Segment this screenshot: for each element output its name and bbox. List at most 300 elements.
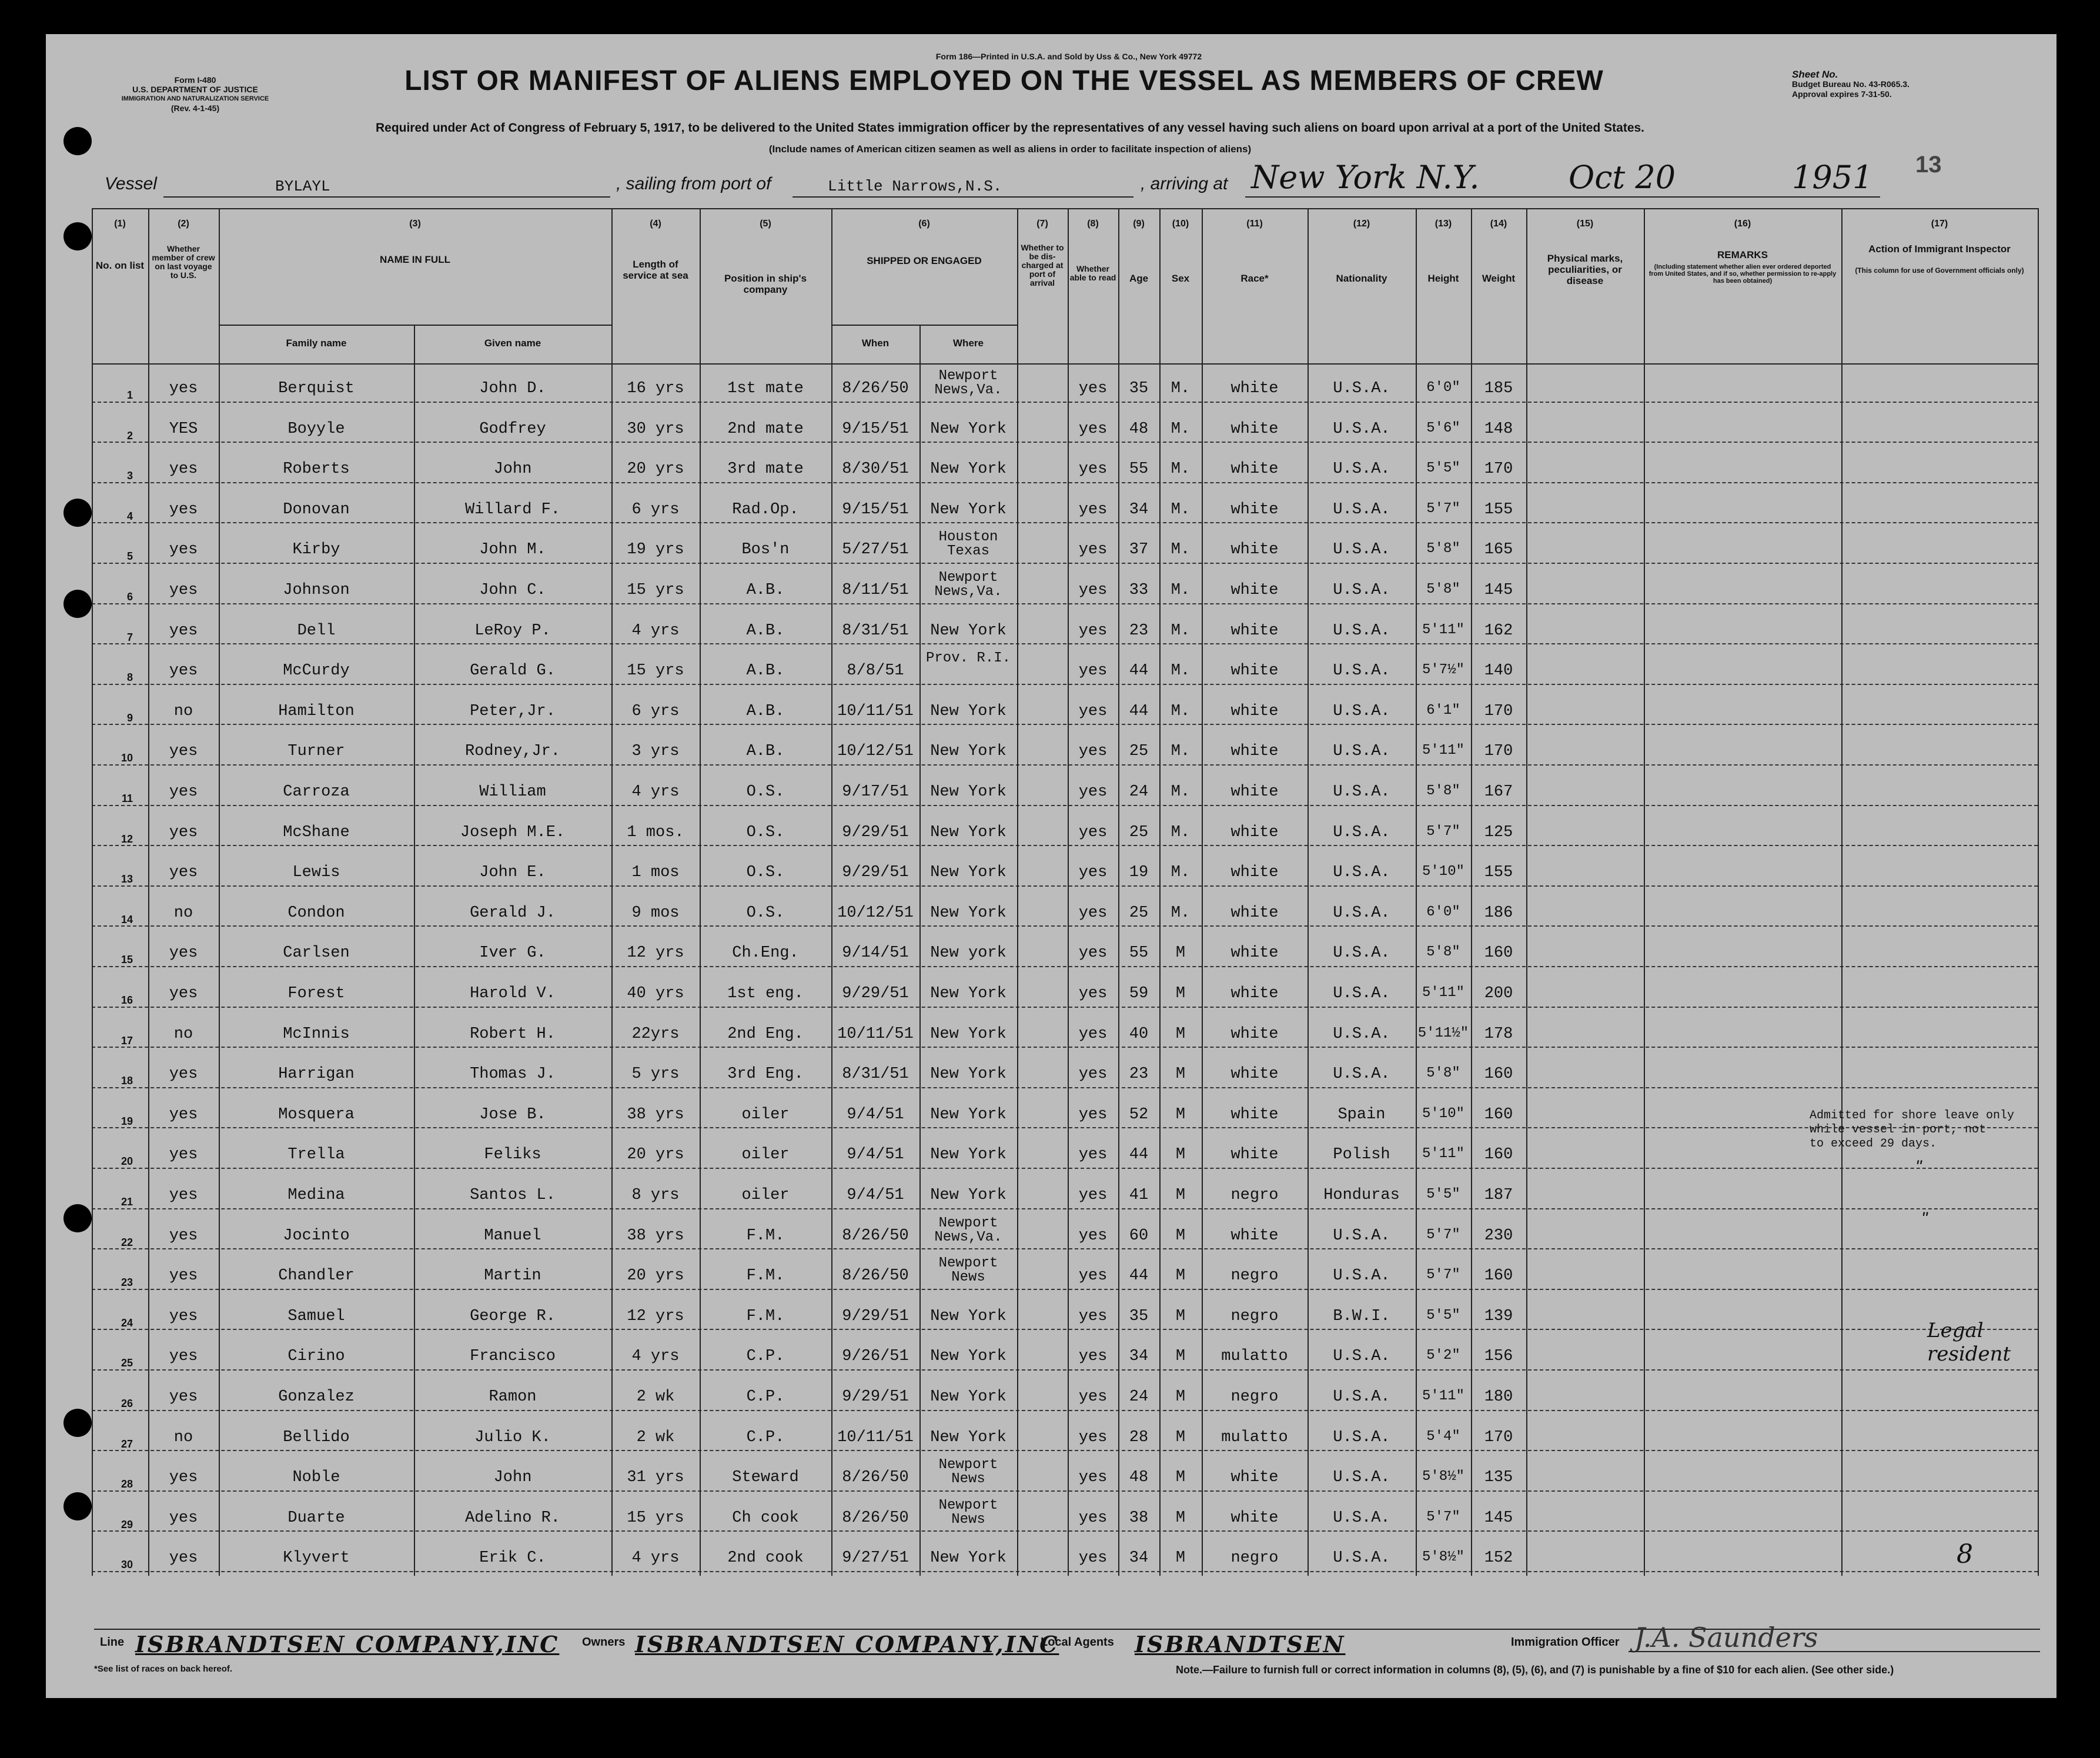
- table-row: [92, 970, 2038, 1010]
- position-cell: F.M.: [746, 1267, 785, 1285]
- nationality-cell: Spain: [1337, 1105, 1386, 1124]
- ditto-mark: ": [1915, 1157, 1922, 1177]
- service-length-cell: 4 yrs: [631, 1549, 680, 1568]
- engaged-where-cell: New York: [930, 864, 1006, 882]
- service-length-cell: 15 yrs: [627, 1509, 684, 1527]
- age-cell: 34: [1129, 500, 1149, 519]
- last-voyage-cell: yes: [169, 1307, 198, 1325]
- service-length-cell: 6 yrs: [631, 500, 680, 519]
- sex-cell: M.: [1171, 662, 1191, 680]
- weight-cell: 167: [1484, 783, 1513, 801]
- sex-cell: M.: [1171, 783, 1191, 801]
- col-when-header: When: [861, 337, 890, 349]
- service-length-cell: 8 yrs: [631, 1187, 680, 1204]
- service-length-cell: 40 yrs: [627, 985, 684, 1002]
- engaged-where-cell: New York: [930, 1025, 1006, 1043]
- nationality-cell: U.S.A.: [1333, 1469, 1390, 1487]
- col-position-header: Position in ship's company: [724, 273, 807, 295]
- height-cell: 5'11": [1422, 743, 1464, 759]
- nationality-cell: U.S.A.: [1333, 1065, 1390, 1084]
- table-row: [92, 1413, 2038, 1454]
- sex-cell: M.: [1171, 541, 1191, 559]
- position-cell: C.P.: [746, 1388, 785, 1406]
- race-cell: mulatto: [1221, 1428, 1288, 1446]
- engaged-where-cell: New York: [930, 1549, 1006, 1568]
- height-cell: 5'7½": [1422, 662, 1464, 679]
- able-to-read-cell: yes: [1078, 1025, 1108, 1043]
- sex-cell: M: [1175, 1065, 1186, 1084]
- sex-cell: M.: [1171, 743, 1191, 761]
- form-revision: (Rev. 4-1-45): [170, 103, 220, 113]
- height-cell: 5'8": [1426, 581, 1460, 597]
- weight-cell: 125: [1484, 823, 1513, 841]
- col-7-number: (7): [1036, 219, 1048, 229]
- engaged-when-cell: 10/11/51: [837, 702, 914, 720]
- service-length-cell: 4 yrs: [631, 621, 680, 640]
- height-cell: 5'7": [1426, 1267, 1460, 1284]
- nationality-cell: U.S.A.: [1333, 621, 1390, 640]
- printer-line: Form 186—Printed in U.S.A. and Sold by Uss & Co., New York 49772: [935, 52, 1202, 61]
- height-cell: 5'11": [1422, 1388, 1464, 1404]
- age-cell: 34: [1129, 1549, 1149, 1568]
- race-cell: white: [1230, 904, 1279, 922]
- height-cell: 5'8½": [1422, 1469, 1464, 1485]
- age-cell: 25: [1129, 823, 1149, 841]
- family-name-cell: Duarte: [287, 1509, 345, 1527]
- age-cell: 25: [1129, 904, 1149, 922]
- family-name-cell: Mosquera: [278, 1105, 355, 1124]
- col-3-number: (3): [409, 219, 421, 229]
- weight-cell: 170: [1484, 460, 1513, 479]
- form-title: LIST OR MANIFEST OF ALIENS EMPLOYED ON THE VESSEL AS MEMBERS OF CREW: [404, 65, 1604, 96]
- position-cell: Bos'n: [741, 541, 790, 559]
- col-inspector-header: Action of Immigrant Inspector: [1868, 243, 2011, 255]
- sex-cell: M.: [1171, 460, 1191, 479]
- family-name-cell: Gonzalez: [278, 1388, 355, 1406]
- weight-cell: 165: [1484, 541, 1513, 559]
- sex-cell: M: [1175, 1187, 1186, 1204]
- nationality-cell: B.W.I.: [1333, 1307, 1390, 1325]
- sex-cell: M.: [1171, 702, 1191, 720]
- age-cell: 34: [1129, 1348, 1149, 1366]
- col-remarks-header: REMARKS: [1717, 249, 1768, 260]
- col-height-header: Height: [1427, 273, 1459, 284]
- given-name-cell: John: [493, 460, 532, 479]
- col-11-number: (11): [1246, 219, 1263, 229]
- engaged-when-cell: 9/15/51: [842, 500, 909, 519]
- col-9-number: (9): [1133, 219, 1145, 229]
- last-voyage-cell: yes: [169, 1065, 198, 1084]
- col-last-voyage-header: Whether member of crew on last voyage to U.S.: [152, 244, 215, 280]
- punch-hole: [63, 590, 92, 618]
- vessel-name: BYLAYL: [275, 178, 330, 195]
- family-name-cell: Chandler: [278, 1267, 355, 1285]
- engaged-when-cell: 9/29/51: [842, 864, 909, 882]
- col-weight-header: Weight: [1482, 273, 1516, 284]
- arrival-date: Oct 20: [1569, 159, 1676, 196]
- nationality-cell: U.S.A.: [1333, 1348, 1390, 1366]
- height-cell: 5'8": [1426, 1065, 1460, 1082]
- sex-cell: M: [1175, 1307, 1186, 1325]
- nationality-cell: U.S.A.: [1333, 1388, 1390, 1406]
- punch-hole: [63, 127, 92, 155]
- family-name-cell: Jocinto: [283, 1226, 350, 1245]
- weight-cell: 185: [1484, 380, 1513, 397]
- sex-cell: M: [1175, 944, 1186, 962]
- engaged-when-cell: 8/31/51: [842, 1065, 909, 1084]
- row-number: 10: [121, 752, 133, 764]
- family-name-cell: Turner: [287, 743, 345, 761]
- race-cell: negro: [1230, 1307, 1279, 1325]
- weight-cell: 170: [1484, 702, 1513, 720]
- position-cell: C.P.: [746, 1348, 785, 1366]
- nationality-cell: U.S.A.: [1333, 904, 1390, 922]
- age-cell: 37: [1129, 541, 1149, 559]
- height-cell: 5'8": [1426, 944, 1460, 961]
- height-cell: 5'8": [1426, 783, 1460, 799]
- engaged-where-cell: New York: [930, 1348, 1006, 1366]
- age-cell: 44: [1129, 662, 1149, 680]
- weight-cell: 187: [1484, 1187, 1513, 1204]
- sheet-number-label: Sheet No.: [1792, 69, 1838, 80]
- crew-manifest-table: [92, 208, 2038, 1576]
- row-number: 13: [121, 873, 133, 885]
- given-name-cell: Peter,Jr.: [470, 702, 556, 720]
- given-name-cell: Iver G.: [479, 944, 546, 962]
- service-length-cell: 20 yrs: [627, 1146, 684, 1164]
- able-to-read-cell: yes: [1078, 1267, 1108, 1285]
- page-stamp: 13: [1915, 152, 1942, 178]
- age-cell: 52: [1129, 1105, 1149, 1124]
- last-voyage-cell: no: [173, 904, 193, 922]
- age-cell: 55: [1129, 944, 1149, 962]
- engaged-where-cell: New York: [930, 1307, 1006, 1325]
- weight-cell: 160: [1484, 1105, 1513, 1124]
- weight-cell: 155: [1484, 500, 1513, 519]
- row-number: 22: [121, 1236, 133, 1248]
- engaged-where-cell: Newport News: [938, 1255, 998, 1286]
- engaged-when-cell: 9/29/51: [842, 1388, 909, 1406]
- nationality-cell: Polish: [1333, 1146, 1390, 1164]
- age-cell: 19: [1129, 864, 1149, 882]
- weight-cell: 148: [1484, 420, 1513, 438]
- age-cell: 40: [1129, 1025, 1149, 1043]
- weight-cell: 162: [1484, 621, 1513, 640]
- service-length-cell: 38 yrs: [627, 1226, 684, 1245]
- engaged-when-cell: 9/14/51: [842, 944, 909, 962]
- able-to-read-cell: yes: [1078, 783, 1108, 801]
- weight-cell: 160: [1484, 944, 1513, 962]
- col-13-number: (13): [1434, 219, 1452, 229]
- family-name-cell: Samuel: [287, 1307, 345, 1325]
- race-cell: negro: [1230, 1187, 1279, 1204]
- sex-cell: M.: [1171, 864, 1191, 882]
- weight-cell: 170: [1484, 743, 1513, 761]
- nationality-cell: U.S.A.: [1333, 581, 1390, 599]
- able-to-read-cell: yes: [1078, 904, 1108, 922]
- table-row: [92, 445, 2038, 486]
- age-cell: 23: [1129, 621, 1149, 640]
- nationality-cell: U.S.A.: [1333, 500, 1390, 519]
- penalty-note: Note.—Failure to furnish full or correct information in columns (8), (5), (6), and (7) is punishable by a fine of $10 for each alien. (See other side.): [1176, 1664, 1894, 1676]
- age-cell: 35: [1129, 380, 1149, 397]
- family-name-cell: Boyyle: [287, 420, 345, 438]
- engaged-where-cell: New York: [930, 1187, 1006, 1204]
- last-voyage-cell: no: [173, 1428, 193, 1446]
- engaged-where-cell: New York: [930, 1105, 1006, 1124]
- local-agents-label: Local Agents: [1041, 1636, 1114, 1649]
- able-to-read-cell: yes: [1078, 420, 1108, 438]
- table-row: [92, 1453, 2038, 1494]
- sex-cell: M: [1175, 1146, 1186, 1164]
- able-to-read-cell: yes: [1078, 1509, 1108, 1527]
- race-cell: white: [1230, 1469, 1279, 1487]
- given-name-cell: Jose B.: [479, 1105, 546, 1124]
- family-name-cell: Kirby: [292, 541, 340, 559]
- col-17-number: (17): [1931, 219, 1948, 229]
- weight-cell: 152: [1484, 1549, 1513, 1568]
- last-voyage-cell: yes: [169, 1146, 198, 1164]
- engaged-when-cell: 8/11/51: [842, 581, 909, 599]
- punch-hole: [63, 499, 92, 527]
- punch-hole: [63, 1492, 92, 1520]
- table-row: [92, 1171, 2038, 1212]
- arrival-year: 1951: [1792, 159, 1873, 196]
- height-cell: 5'10": [1422, 864, 1464, 880]
- height-cell: 5'7": [1426, 500, 1460, 517]
- family-name-cell: Medina: [287, 1187, 345, 1204]
- family-name-cell: Berquist: [278, 380, 355, 397]
- weight-cell: 160: [1484, 1146, 1513, 1164]
- weight-cell: 160: [1484, 1065, 1513, 1084]
- race-cell: white: [1230, 460, 1279, 479]
- sheet-number-block: [1792, 69, 2015, 99]
- weight-cell: 170: [1484, 1428, 1513, 1446]
- race-cell: white: [1230, 1105, 1279, 1124]
- engaged-when-cell: 9/15/51: [842, 420, 909, 438]
- arrival-place: New York N.Y.: [1251, 159, 1480, 196]
- last-voyage-cell: yes: [169, 1226, 198, 1245]
- family-name-cell: Hamilton: [278, 702, 355, 720]
- row-number: 28: [121, 1478, 133, 1490]
- given-name-cell: John D.: [479, 380, 546, 397]
- row-number: 17: [121, 1034, 133, 1047]
- nationality-cell: U.S.A.: [1333, 380, 1390, 397]
- nationality-cell: U.S.A.: [1333, 662, 1390, 680]
- row-number: 25: [121, 1357, 133, 1369]
- col-16-number: (16): [1734, 219, 1751, 229]
- position-cell: A.B.: [746, 743, 785, 761]
- position-cell: Ch.Eng.: [732, 944, 799, 962]
- race-cell: white: [1230, 1226, 1279, 1245]
- remark-note-line-3: to exceed 29 days.: [1810, 1137, 1937, 1151]
- service-length-cell: 4 yrs: [631, 783, 680, 801]
- given-name-cell: Joseph M.E.: [460, 823, 566, 841]
- family-name-cell: McInnis: [283, 1025, 350, 1043]
- sex-cell: M: [1175, 985, 1186, 1002]
- col-14-number: (14): [1490, 219, 1507, 229]
- given-name-cell: John: [493, 1469, 532, 1487]
- given-name-cell: Robert H.: [470, 1025, 556, 1043]
- engaged-when-cell: 9/4/51: [847, 1146, 904, 1164]
- height-cell: 5'2": [1426, 1348, 1460, 1364]
- engaged-where-cell: New York: [930, 1428, 1006, 1446]
- age-cell: 48: [1129, 420, 1149, 438]
- row-number: 18: [121, 1075, 133, 1087]
- col-inspector-detail: (This column for use of Government officials only): [1855, 266, 2024, 275]
- last-voyage-cell: yes: [169, 743, 198, 761]
- given-name-cell: Ramon: [489, 1388, 537, 1406]
- position-cell: F.M.: [746, 1307, 785, 1325]
- age-cell: 55: [1129, 460, 1149, 479]
- position-cell: oiler: [741, 1187, 790, 1204]
- race-cell: white: [1230, 500, 1279, 519]
- row-number: 29: [121, 1518, 133, 1530]
- service-length-cell: 15 yrs: [627, 662, 684, 680]
- table-row: [92, 727, 2038, 768]
- given-name-cell: Gerald G.: [470, 662, 556, 680]
- engaged-where-cell: New York: [930, 985, 1006, 1002]
- height-cell: 5'11": [1422, 1146, 1464, 1162]
- engaged-where-cell: New York: [930, 1146, 1006, 1164]
- table-row: [92, 889, 2038, 930]
- able-to-read-cell: yes: [1078, 823, 1108, 841]
- height-cell: 5'7": [1426, 1509, 1460, 1525]
- service-name: IMMIGRATION AND NATURALIZATION SERVICE: [121, 95, 269, 102]
- family-name-cell: Trella: [287, 1146, 345, 1164]
- engaged-when-cell: 9/4/51: [847, 1105, 904, 1124]
- table-row: [92, 687, 2038, 728]
- col-family-name-header: Family name: [286, 337, 347, 349]
- engaged-where-cell: New York: [930, 420, 1006, 438]
- age-cell: 24: [1129, 783, 1149, 801]
- col-age-header: Age: [1129, 273, 1149, 284]
- table-row: [92, 768, 2038, 808]
- sex-cell: M.: [1171, 904, 1191, 922]
- race-cell: white: [1230, 420, 1279, 438]
- row-number: 30: [121, 1559, 133, 1571]
- race-cell: white: [1230, 864, 1279, 882]
- given-name-cell: Harold V.: [470, 985, 556, 1002]
- remark-note-line-1: Admitted for shore leave only: [1810, 1109, 2015, 1122]
- age-cell: 23: [1129, 1065, 1149, 1084]
- row-number: 3: [126, 470, 133, 482]
- height-cell: 5'6": [1426, 420, 1460, 436]
- row-number: 4: [126, 510, 133, 522]
- form-number: Form I-480: [174, 75, 216, 85]
- shipping-line-value: ISBRANDTSEN COMPANY,INC: [135, 1631, 560, 1657]
- height-cell: 5'5": [1426, 1187, 1460, 1202]
- table-row: [92, 1494, 2038, 1535]
- ditto-mark: ": [1921, 1209, 1928, 1228]
- nationality-cell: U.S.A.: [1333, 541, 1390, 559]
- table-row: [92, 808, 2038, 849]
- given-name-cell: Thomas J.: [470, 1065, 556, 1084]
- position-cell: O.S.: [746, 783, 785, 801]
- last-voyage-cell: yes: [169, 783, 198, 801]
- family-name-cell: Harrigan: [278, 1065, 355, 1084]
- engaged-when-cell: 8/31/51: [842, 621, 909, 640]
- table-row: [92, 486, 2038, 526]
- table-row: [92, 1252, 2038, 1292]
- height-cell: 5'4": [1426, 1428, 1460, 1445]
- row-number: 8: [126, 671, 133, 684]
- col-race-header: Race*: [1240, 273, 1269, 284]
- race-cell: white: [1230, 1146, 1279, 1164]
- owners-value: ISBRANDTSEN COMPANY,INC: [635, 1631, 1059, 1657]
- age-cell: 48: [1129, 1469, 1149, 1487]
- height-cell: 5'8": [1426, 541, 1460, 557]
- engaged-when-cell: 8/26/50: [842, 1469, 909, 1487]
- nationality-cell: U.S.A.: [1333, 420, 1390, 438]
- last-voyage-cell: yes: [169, 541, 198, 559]
- service-length-cell: 30 yrs: [627, 420, 684, 438]
- engaged-when-cell: 10/12/51: [837, 743, 914, 761]
- engaged-where-cell: New York: [930, 904, 1006, 922]
- table-row: [92, 566, 2038, 607]
- service-length-cell: 12 yrs: [627, 944, 684, 962]
- position-cell: O.S.: [746, 864, 785, 882]
- nationality-cell: U.S.A.: [1333, 783, 1390, 801]
- race-cell: white: [1230, 783, 1279, 801]
- position-cell: Steward: [732, 1469, 799, 1487]
- given-name-cell: John C.: [479, 581, 546, 599]
- position-cell: O.S.: [746, 904, 785, 922]
- table-row: [92, 1010, 2038, 1051]
- engaged-when-cell: 10/11/51: [837, 1025, 914, 1043]
- sex-cell: M: [1175, 1509, 1186, 1527]
- col-6-number: (6): [918, 219, 930, 229]
- service-length-cell: 6 yrs: [631, 702, 680, 720]
- nationality-cell: U.S.A.: [1333, 1509, 1390, 1527]
- row-number: 1: [126, 389, 133, 401]
- manifest-sheet: [46, 34, 2056, 1698]
- sex-cell: M.: [1171, 621, 1191, 640]
- engaged-where-cell: Houston Texas: [938, 529, 998, 560]
- last-voyage-cell: yes: [169, 500, 198, 519]
- position-cell: A.B.: [746, 621, 785, 640]
- family-name-cell: Dell: [297, 621, 336, 640]
- nationality-cell: U.S.A.: [1333, 1226, 1390, 1245]
- punch-hole: [63, 222, 92, 250]
- weight-cell: 186: [1484, 904, 1513, 922]
- row-number: 19: [121, 1115, 133, 1127]
- able-to-read-cell: yes: [1078, 944, 1108, 962]
- engaged-where-cell: New York: [930, 702, 1006, 720]
- table-row: [92, 1091, 2038, 1131]
- race-cell: negro: [1230, 1388, 1279, 1406]
- engaged-where-cell: New York: [930, 1388, 1006, 1406]
- height-cell: 5'5": [1426, 1307, 1460, 1323]
- last-voyage-cell: no: [173, 1025, 193, 1043]
- last-voyage-cell: yes: [169, 1187, 198, 1204]
- age-cell: 44: [1129, 1267, 1149, 1285]
- service-length-cell: 4 yrs: [631, 1348, 680, 1366]
- sex-cell: M: [1175, 1428, 1186, 1446]
- arriving-label: , arriving at: [1141, 174, 1228, 193]
- engaged-when-cell: 9/29/51: [842, 985, 909, 1002]
- family-name-cell: Noble: [292, 1469, 340, 1487]
- race-cell: white: [1230, 581, 1279, 599]
- table-row: [92, 1292, 2038, 1333]
- engaged-when-cell: 9/4/51: [847, 1187, 904, 1204]
- engaged-when-cell: 9/29/51: [842, 823, 909, 841]
- service-length-cell: 3 yrs: [631, 743, 680, 761]
- position-cell: O.S.: [746, 823, 785, 841]
- last-voyage-cell: yes: [169, 864, 198, 882]
- last-voyage-cell: yes: [169, 581, 198, 599]
- service-length-cell: 22yrs: [631, 1025, 680, 1043]
